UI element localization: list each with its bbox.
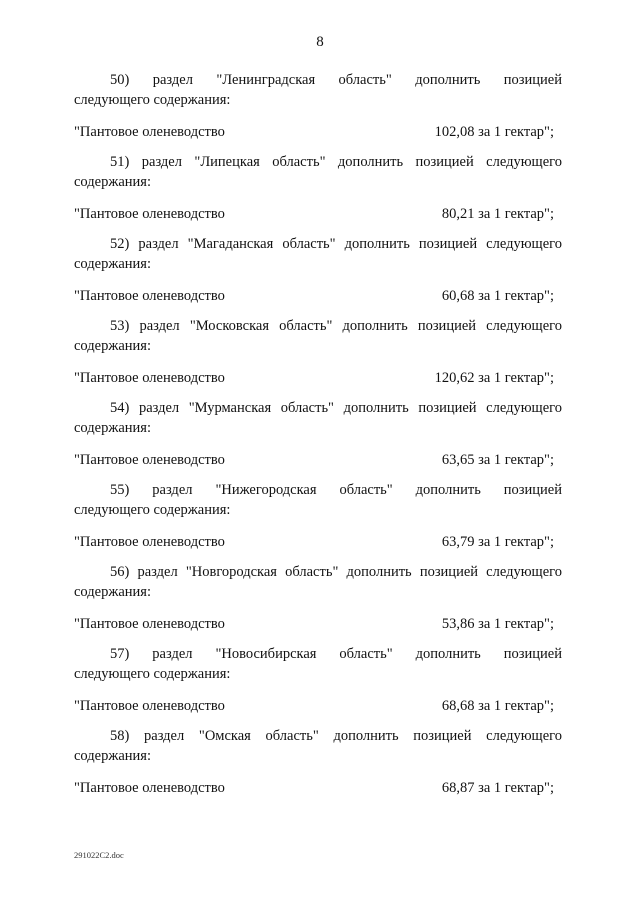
position-value: 68,87 за 1 гектар"; (441, 780, 554, 796)
section-intro (74, 562, 562, 582)
section-intro-line: 51) раздел "Липецкая область" дополнить позицией следующего (110, 154, 562, 170)
document-filename: 291022C2.doc (74, 850, 124, 860)
position-value: 63,65 за 1 гектар"; (441, 452, 554, 468)
page-number: 8 (316, 34, 324, 50)
section-51 (74, 152, 562, 222)
section-58 (74, 726, 562, 796)
section-intro-continuation: содержания: (74, 420, 152, 436)
section-intro-line: 57) раздел "Новосибирская область" дополнить позицией (110, 646, 562, 662)
section-intro-continuation: следующего содержания: (74, 666, 231, 682)
section-intro-line: 56) раздел "Новгородская область" дополнить позицией следующего (110, 564, 562, 580)
position-name: "Пантовое оленеводство (74, 780, 225, 796)
section-intro-continuation: содержания: (74, 748, 152, 764)
section-56 (74, 562, 562, 632)
section-intro (74, 398, 562, 418)
section-intro (74, 234, 562, 254)
section-intro-continuation: следующего содержания: (74, 92, 231, 108)
section-intro-continuation: следующего содержания: (74, 502, 231, 518)
position-name: "Пантовое оленеводство (74, 452, 225, 468)
section-intro-continuation: содержания: (74, 338, 152, 354)
section-54 (74, 398, 562, 468)
position-value: 102,08 за 1 гектар"; (434, 124, 554, 140)
position-value: 53,86 за 1 гектар"; (441, 616, 554, 632)
section-50 (74, 70, 562, 140)
section-intro-continuation: содержания: (74, 584, 152, 600)
position-value: 68,68 за 1 гектар"; (441, 698, 554, 714)
section-intro-line: 58) раздел "Омская область" дополнить позицией следующего (110, 728, 562, 744)
section-intro (74, 70, 562, 90)
section-57 (74, 644, 562, 714)
section-55 (74, 480, 562, 550)
position-name: "Пантовое оленеводство (74, 288, 225, 304)
position-name: "Пантовое оленеводство (74, 124, 225, 140)
section-intro-line: 52) раздел "Магаданская область" дополнить позицией следующего (110, 236, 562, 252)
section-intro (74, 480, 562, 500)
section-intro-line: 54) раздел "Мурманская область" дополнить позицией следующего (110, 400, 562, 416)
position-value: 120,62 за 1 гектар"; (434, 370, 554, 386)
section-intro (74, 726, 562, 746)
position-name: "Пантовое оленеводство (74, 370, 225, 386)
section-53 (74, 316, 562, 386)
section-intro-line: 53) раздел "Московская область" дополнить позицией следующего (110, 318, 562, 334)
section-intro-continuation: содержания: (74, 256, 152, 272)
position-value: 63,79 за 1 гектар"; (441, 534, 554, 550)
section-52 (74, 234, 562, 304)
position-name: "Пантовое оленеводство (74, 206, 225, 222)
section-intro (74, 644, 562, 664)
section-intro-line: 55) раздел "Нижегородская область" дополнить позицией (110, 482, 562, 498)
position-name: "Пантовое оленеводство (74, 616, 225, 632)
section-intro (74, 152, 562, 172)
section-intro-continuation: содержания: (74, 174, 152, 190)
section-intro-line: 50) раздел "Ленинградская область" дополнить позицией (110, 72, 562, 88)
position-name: "Пантовое оленеводство (74, 698, 225, 714)
section-intro (74, 316, 562, 336)
position-name: "Пантовое оленеводство (74, 534, 225, 550)
position-value: 60,68 за 1 гектар"; (441, 288, 554, 304)
position-value: 80,21 за 1 гектар"; (441, 206, 554, 222)
